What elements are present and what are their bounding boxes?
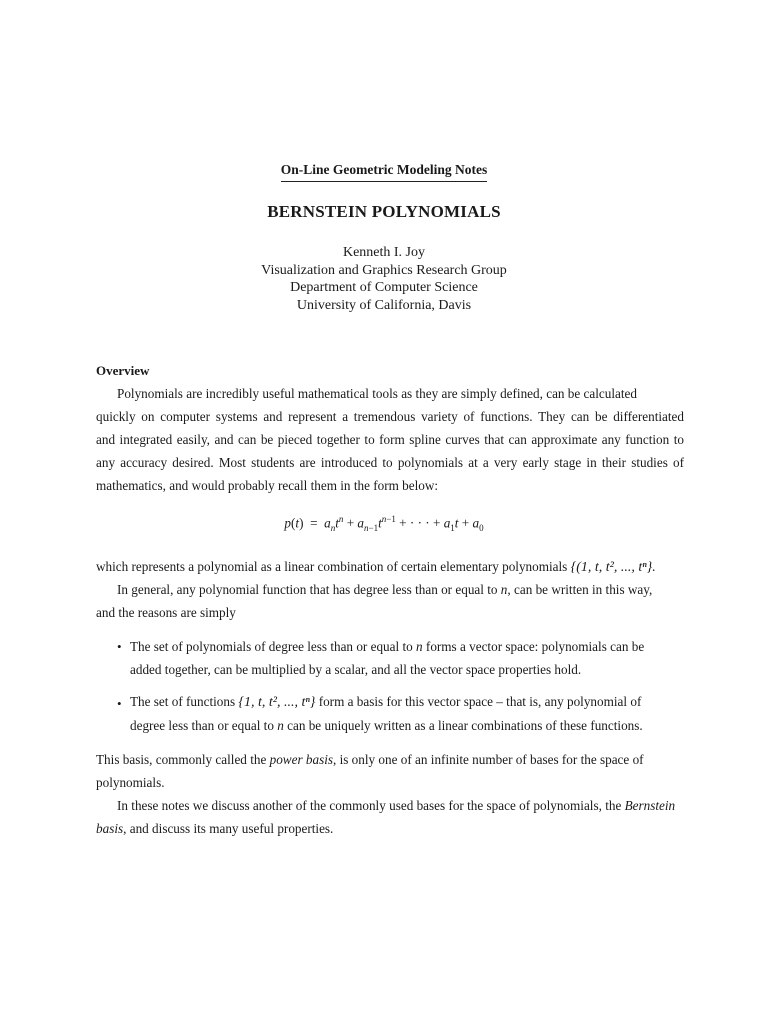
series-title: On-Line Geometric Modeling Notes xyxy=(0,162,768,182)
paragraph-line xyxy=(117,386,684,402)
author-block xyxy=(0,244,768,314)
paragraph-line: quickly on computer systems and represent a tremendous variety of functions. They can be differentiated xyxy=(96,409,684,424)
paragraph-line: In these notes we discuss another of the commonly used bases for the space of polynomials, the Bernstein xyxy=(117,798,676,813)
variable-n: n xyxy=(500,582,508,597)
elementary-polynomial-set: {(1, t, t², ..., tⁿ}. xyxy=(570,560,656,575)
power-basis-set: {1, t, t², ..., tⁿ} xyxy=(238,695,316,710)
variable-n: n xyxy=(277,718,284,733)
section-heading-overview: Overview xyxy=(96,363,150,378)
paragraph-line: any accuracy desired. Most students are introduced to polynomials at a very early stage in their studies of xyxy=(96,455,684,470)
paragraph-line: mathematics, and would probably recall them in the form below: xyxy=(96,478,439,493)
paragraph-line: which represents a polynomial as a linear combination of certain elementary polynomials {(1, t, t², ..., tⁿ}. xyxy=(96,559,656,575)
basis-term: basis xyxy=(96,821,124,836)
bullet-marker: • xyxy=(117,639,122,654)
bernstein-term: Bernstein xyxy=(624,798,676,813)
polynomial-equation: $p(t) = a_nt^n + a_{n-1}t^{n-1}$ + · · · + $a_1t + a_0$ xyxy=(284,514,484,534)
affiliation-university: University of California, Davis xyxy=(296,297,472,313)
bullet-item-line: degree less than or equal to n can be uniquely written as a linear combinations of these functions. xyxy=(130,718,643,733)
paragraph-line: and integrated easily, and can be pieced together to form spline curves that can approximate any function to xyxy=(96,432,684,447)
bullet-item-line: The set of polynomials of degree less than or equal to n forms a vector space: polynomials can be xyxy=(130,639,645,654)
power-basis-term: power basis xyxy=(269,752,333,767)
bullet-item-line: added together, can be multiplied by a scalar, and all the vector space properties hold. xyxy=(130,662,582,677)
paragraph-line: This basis, commonly called the power basis, is only one of an infinite number of bases for the space of xyxy=(96,752,644,767)
paragraph-line: polynomials. xyxy=(96,775,165,790)
bullet-marker: • xyxy=(117,696,122,711)
affiliation-department: Department of Computer Science xyxy=(290,280,478,295)
document-title: BERNSTEIN POLYNOMIALS xyxy=(267,202,501,221)
author-name: Kenneth I. Joy xyxy=(342,245,426,260)
text-run: Polynomials are incredibly useful mathematical tools as they are simply defined, can be calculated xyxy=(117,386,637,401)
variable-n: n xyxy=(416,639,423,654)
paragraph-line: In general, any polynomial function that has degree less than or equal to n, can be written in this way, xyxy=(117,582,653,597)
paragraph-line: and the reasons are simply xyxy=(96,605,236,620)
affiliation-group: Visualization and Graphics Research Group xyxy=(261,262,507,278)
bullet-item-line: The set of functions {1, t, t², ..., tⁿ} form a basis for this vector space – that is, any polynomial of xyxy=(130,694,642,710)
paragraph-line: basis, and discuss its many useful properties. xyxy=(96,821,334,836)
